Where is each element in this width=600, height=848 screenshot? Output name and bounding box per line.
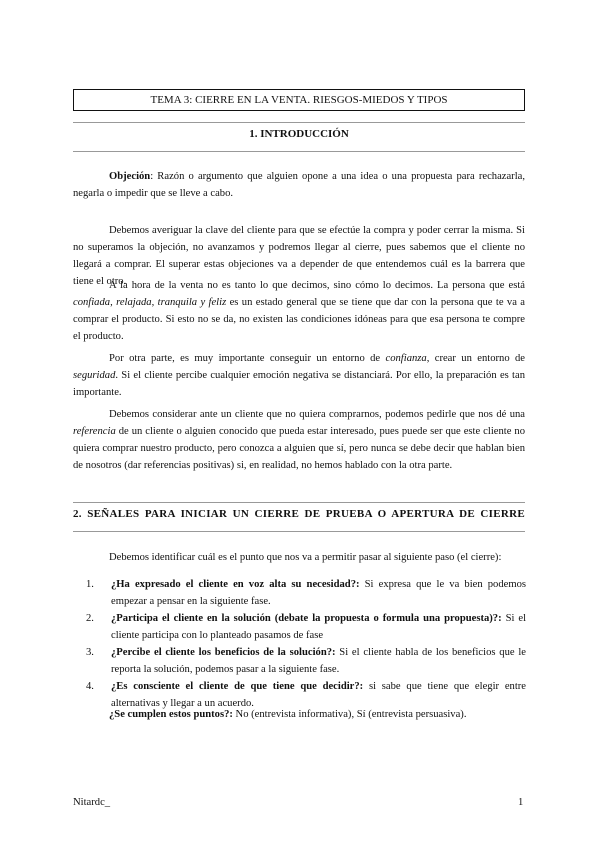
paragraph-objecion: Objeción: Razón o argumento que alguien opone a una idea o una propuesta para rechazarla, negarla o impedir que se lleve a cabo. (73, 171, 525, 199)
divider (73, 531, 525, 532)
list-item: 3. ¿Percibe el cliente los beneficios de la solución?: Si el cliente habla de los beneficios que le reporta la solución, podemos pasar a la siguiente fase. (86, 647, 526, 675)
footer-author: Nitardc_ (73, 797, 111, 808)
section-2-heading: 2. SEÑALES PARA INICIAR UN CIERRE DE PRUEBA O APERTURA DE CIERRE (73, 508, 525, 520)
list-item: 4. ¿Es consciente el cliente de que tiene que decidir?: si sabe que tiene que elegir entre alternativas y llegar a un acuerdo. (86, 681, 526, 709)
section-1-heading: 1. INTRODUCCIÓN (249, 128, 349, 140)
paragraph-hora-venta: A la hora de la venta no es tanto lo que decimos, sino cómo lo decimos. La persona que está confiada, relajada, tranquila y feliz es un estado general que se tiene que dar con la persona que te va a comprar el producto. Si esto no se da, no existen las condiciones idóneas para que esa persona te compre el producto. (73, 280, 526, 342)
signals-list (86, 576, 526, 712)
section-2-intro: Debemos identificar cuál es el punto que nos va a permitir pasar al siguiente paso (el cierre): (109, 552, 502, 563)
document-title-text: TEMA 3: CIERRE EN LA VENTA. RIESGOS-MIEDOS Y TIPOS (150, 94, 448, 106)
conditions-summary: ¿Se cumplen estos puntos?: No (entrevista informativa), Sí (entrevista persuasiva). (109, 709, 467, 720)
divider (73, 151, 525, 152)
list-item: 1. ¿Ha expresado el cliente en voz alta su necesidad?: Si expresa que le va bien podemos empezar a pensar en la siguiente fase. (86, 579, 527, 607)
term-objecion: Objeción (109, 171, 151, 182)
paragraph-entorno: Por otra parte, es muy importante conseguir un entorno de confianza, crear un entorno de seguridad. Si el cliente percibe cualquier emoción negativa se distanciará. Por ello, la preparación es tan importante. (73, 353, 526, 398)
divider (73, 502, 525, 503)
page-number: 1 (518, 797, 524, 808)
document-title (73, 89, 525, 111)
divider (73, 122, 525, 123)
list-item: 2. ¿Participa el cliente en la solución (debate la propuesta o formula una propuesta)?: Si el cliente participa con lo planteado pasamos de fase (86, 613, 527, 641)
paragraph-clave-cliente: Debemos averiguar la clave del cliente para que se efectúe la compra y poder cerrar la misma. Si no superamos la objeción, no avanzamos y podremos llegar al cierre, pues sabemos que el cliente no llegará a comprar. El superar estas objeciones va a depender de que entendemos cuál es la barrera que tiene el otro. (73, 225, 525, 287)
paragraph-referencia: Debemos considerar ante un cliente que no quiera comprarnos, podemos pedirle que nos dé una referencia de un cliente o alguien conocido que pueda estar interesado, pues puede ser que este cliente no quiera comprar nuestro producto, pero conozca a alguien que sí, pero nunca se debe decir que hablan bien de nosotros (dar referencias positivas) si, en realidad, no hemos hablado con la otra parte. (73, 409, 525, 471)
